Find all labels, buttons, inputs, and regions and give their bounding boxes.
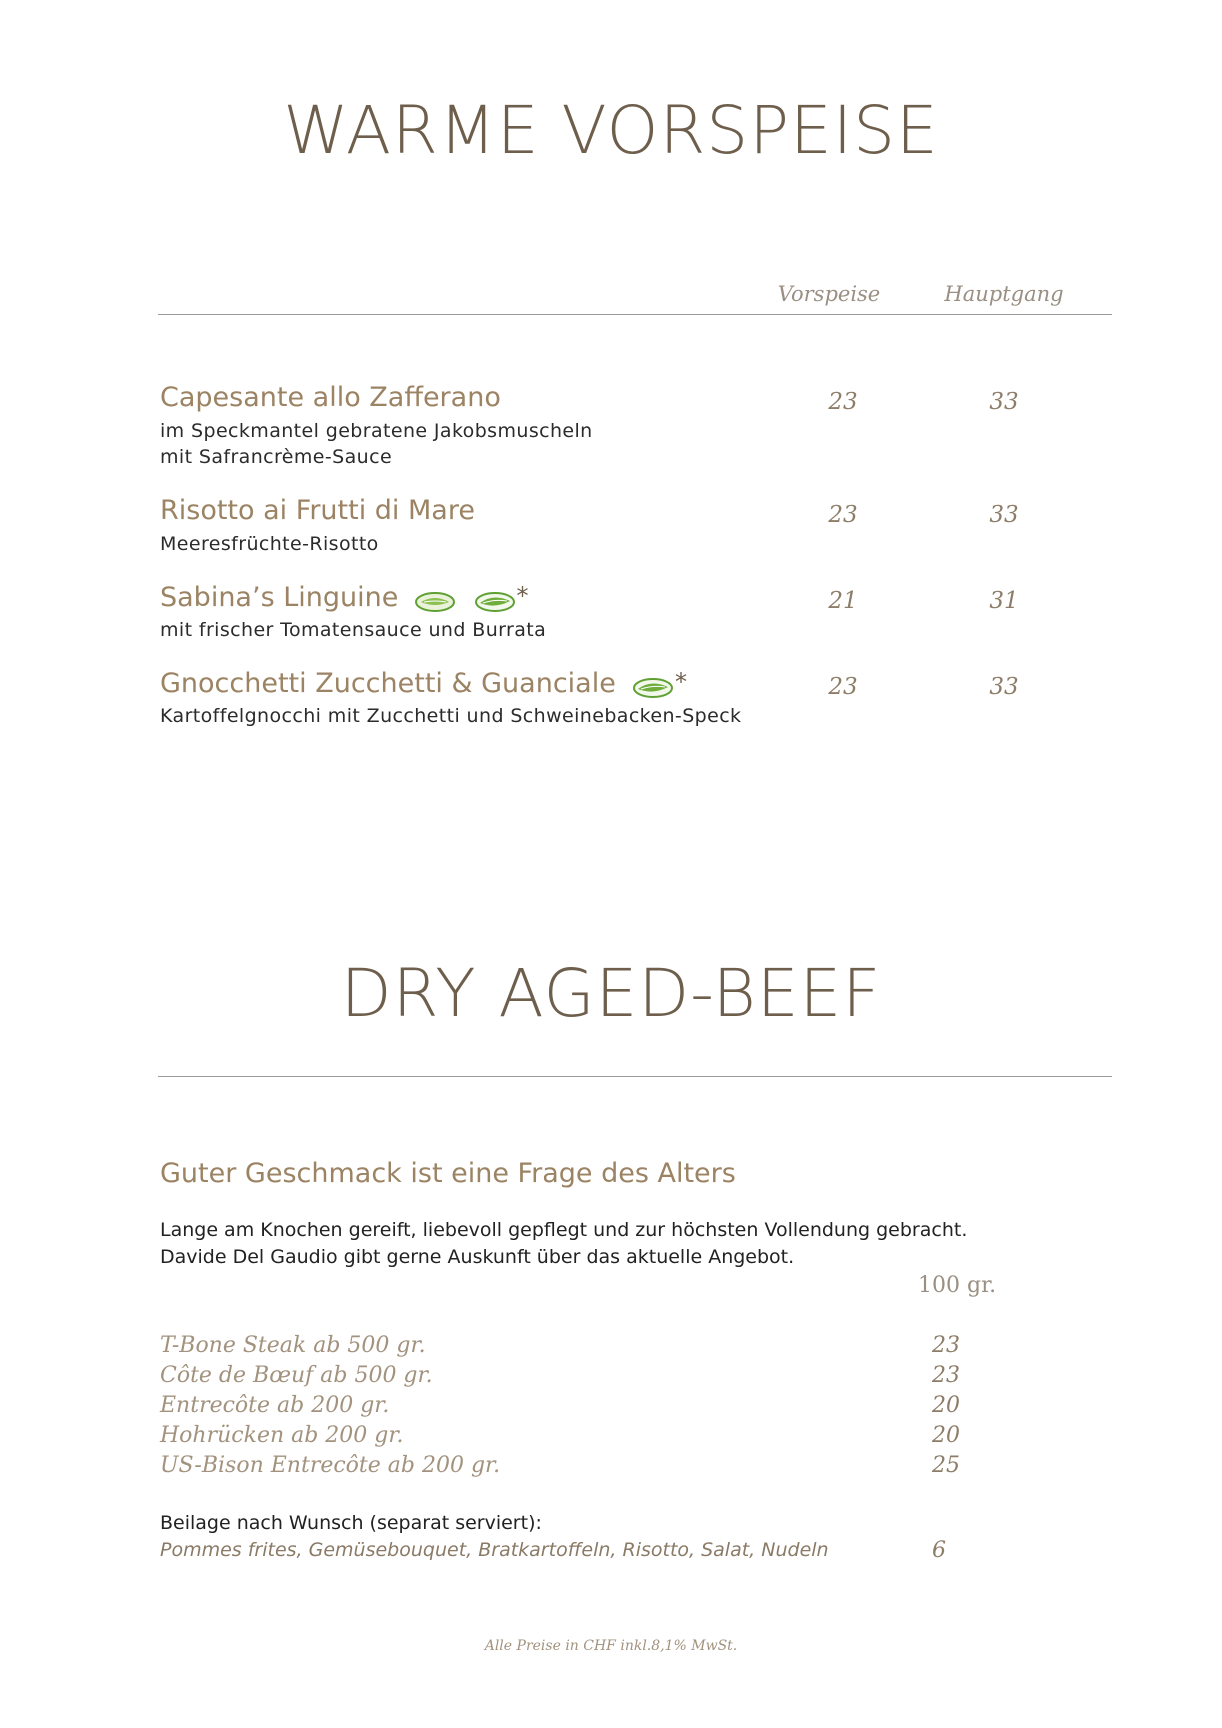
dish-title: Sabina’s Linguine xyxy=(160,582,399,613)
dish-title-row xyxy=(160,582,529,613)
divider xyxy=(158,1076,1112,1077)
price-main: 33 xyxy=(989,389,1019,415)
price-main: 33 xyxy=(989,502,1019,528)
vegetarian-leaf-icon xyxy=(415,591,455,613)
dish-description: Kartoffelgnocchi mit Zucchetti und Schweinebacken-Speck xyxy=(160,705,742,727)
vegan-leaf-icon xyxy=(475,591,515,613)
intro-text: Lange am Knochen gereift, liebevoll gepflegt und zur höchsten Vollendung gebracht. xyxy=(160,1219,968,1241)
divider xyxy=(158,314,1112,315)
price-starter: 21 xyxy=(828,588,858,614)
price: 20 xyxy=(932,1393,960,1418)
dish-title: Risotto ai Frutti di Mare xyxy=(160,495,475,526)
list-item: Entrecôte ab 200 gr. xyxy=(160,1393,390,1418)
price-starter: 23 xyxy=(828,674,858,700)
price: 23 xyxy=(932,1333,960,1358)
dish-title-row xyxy=(160,668,687,699)
sides-label: Beilage nach Wunsch (separat serviert): xyxy=(160,1512,542,1534)
list-item: Côte de Bœuf ab 500 gr. xyxy=(160,1363,433,1388)
price: 25 xyxy=(932,1453,960,1478)
footnote-star: * xyxy=(674,668,687,696)
dish-description: mit Safrancrème-Sauce xyxy=(160,446,393,468)
vegan-leaf-icon xyxy=(633,677,673,699)
list-item: T-Bone Steak ab 500 gr. xyxy=(160,1333,426,1358)
price: 23 xyxy=(932,1363,960,1388)
column-header-hauptgang: Hauptgang xyxy=(944,282,1064,306)
price-main: 31 xyxy=(989,588,1019,614)
price-starter: 23 xyxy=(828,502,858,528)
price: 20 xyxy=(932,1423,960,1448)
sides-list: Pommes frites, Gemüsebouquet, Bratkartoffeln, Risotto, Salat, Nudeln xyxy=(160,1539,829,1561)
dish-description: Meeresfrüchte-Risotto xyxy=(160,533,379,555)
dish-description: mit frischer Tomatensauce und Burrata xyxy=(160,619,547,641)
footnote-star: * xyxy=(516,582,529,610)
price-unit: 100 gr. xyxy=(918,1273,997,1298)
price-starter: 23 xyxy=(828,389,858,415)
intro-text: Davide Del Gaudio gibt gerne Auskunft über das aktuelle Angebot. xyxy=(160,1246,795,1268)
dish-description: im Speckmantel gebratene Jakobsmuscheln xyxy=(160,420,593,442)
list-item: US-Bison Entrecôte ab 200 gr. xyxy=(160,1453,501,1478)
dish-title: Capesante allo Zafferano xyxy=(160,382,501,413)
section-title-warme-vorspeise: WARME VORSPEISE xyxy=(283,92,939,169)
list-item: Hohrücken ab 200 gr. xyxy=(160,1423,404,1448)
column-header-vorspeise: Vorspeise xyxy=(777,282,881,306)
footer-note: Alle Preise in CHF inkl.8,1% MwSt. xyxy=(484,1638,738,1654)
section-title-dry-aged-beef: DRY AGED-BEEF xyxy=(340,955,882,1032)
price-main: 33 xyxy=(989,674,1019,700)
dish-title: Gnocchetti Zucchetti & Guanciale xyxy=(160,668,616,699)
section-subtitle: Guter Geschmack ist eine Frage des Alters xyxy=(160,1158,736,1189)
sides-price: 6 xyxy=(932,1538,946,1563)
